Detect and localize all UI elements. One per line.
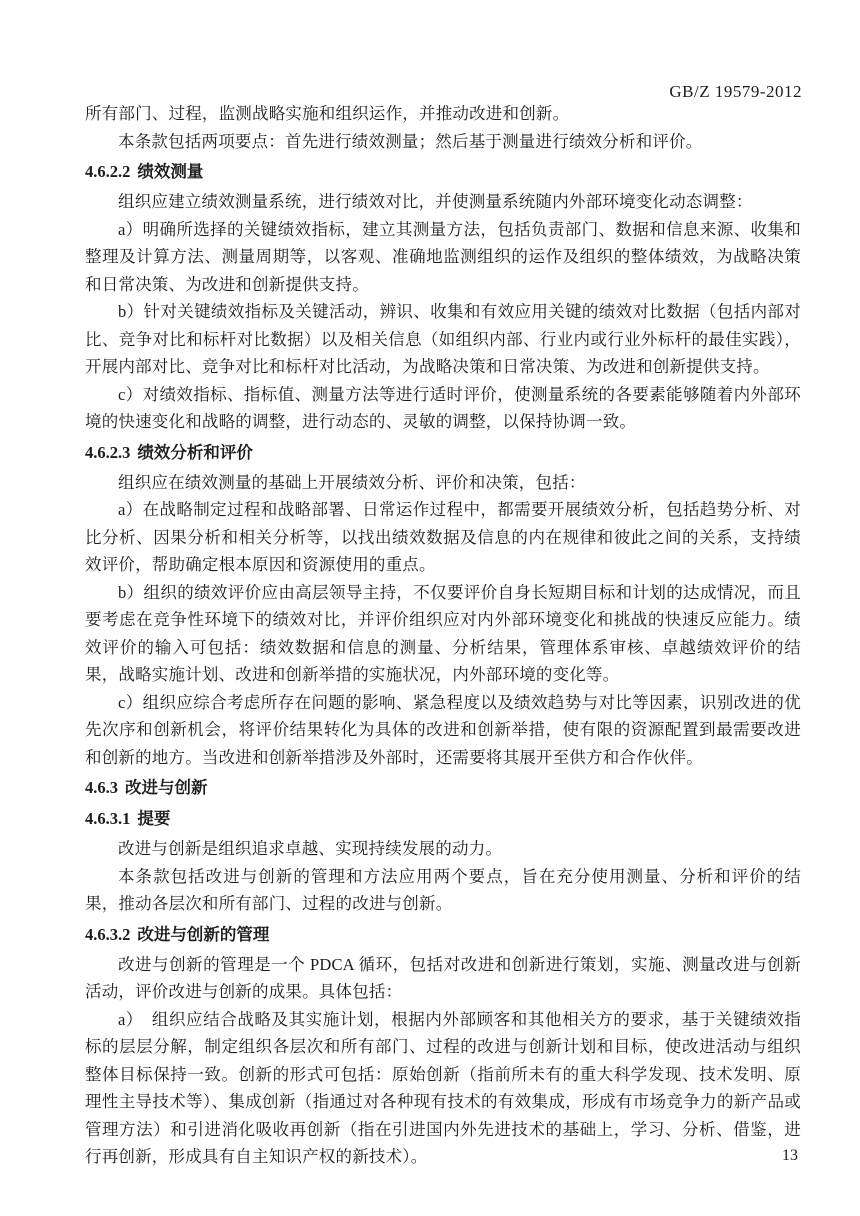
paragraph-item-c-measurement: c）对绩效指标、指标值、测量方法等进行适时评价，使测量系统的各要素能够随着内外部环境的快速变化和战略的调整，进行动态的、灵敏的调整，以保持协调一致。 (85, 384, 801, 431)
paragraph-continuation: 所有部门、过程，监测战略实施和组织运作，并推动改进和创新。 (85, 104, 570, 123)
paragraph-clause-summary: 本条款包括两项要点：首先进行绩效测量；然后基于测量进行绩效分析和评价。 (118, 131, 703, 151)
section-number: 4.6.3.2 (85, 924, 131, 944)
paragraph-item-a-analysis: a）在战略制定过程和战略部署、日常运作过程中，都需要开展绩效分析，包括趋势分析、对比分析、因果分析和相关分析等，以找出绩效数据及信息的内在规律和彼此之间的关系，支持绩效评价，帮助确定根本原因和资源使用的重点。 (85, 500, 801, 574)
paragraph-item-a-measurement: a）明确所选择的关键绩效指标，建立其测量方法，包括负责部门、数据和信息来源、收集和整理及计算方法、测量周期等，以客观、准确地监测组织的运作及组织的整体绩效，为战略决策和日常决策、为改进和创新提供支持。 (85, 219, 801, 294)
section-heading-4-6-3-1 (85, 805, 801, 833)
section-title: 绩效测量 (137, 163, 204, 181)
paragraph-item-b-measurement: b）针对关键绩效指标及关键活动，辨识、收集和有效应用关键的绩效对比数据（包括内部对比、竞争对比和标杆对比数据）以及相关信息（如组织内部、行业内或行业外标杆的最佳实践），开展内部对比、竞争对比和标杆对比活动，为战略决策和日常决策、为改进和创新提供支持。 (85, 302, 801, 376)
section-number: 4.6.3 (85, 778, 118, 797)
document-body (85, 100, 801, 1171)
section-heading-4-6-2-2 (85, 158, 801, 186)
section-title: 改进与创新的管理 (137, 925, 270, 944)
section-heading-4-6-3-2 (85, 921, 801, 949)
section-heading-4-6-3 (85, 774, 801, 802)
section-number: 4.6.2.3 (85, 442, 131, 462)
paragraph-item-c-analysis: c）组织应综合考虑所存在问题的影响、紧急程度以及绩效趋势与对比等因素，识别改进的优先次序和创新机会，将评价结果转化为具体的改进和创新举措，使有限的资源配置到最需要改进和创新的地方。当改进和创新举措涉及外部时，还需要将其展开至供方和合作伙伴。 (85, 692, 801, 767)
paragraph-innovation-clause-summary: 本条款包括改进与创新的管理和方法应用两个要点，旨在充分使用测量、分析和评价的结果，推动各层次和所有部门、过程的改进与创新。 (85, 866, 801, 913)
section-title: 改进与创新 (125, 779, 208, 797)
paragraph-item-b-analysis: b）组织的绩效评价应由高层领导主持，不仅要评价自身长短期目标和计划的达成情况，而且要考虑在竞争性环境下的绩效对比，并评价组织应对内外部环境变化和挑战的快速反应能力。绩效评价的输入可包括：绩效数据和信息的测量、分析结果，管理体系审核、卓越绩效评价的结果，战略实施计划、改进和创新举措的实施状况，内外部环境的变化等。 (85, 582, 801, 684)
paragraph-pdca-intro: 改进与创新的管理是一个 PDCA 循环，包括对改进和创新进行策划，实施、测量改进与创新活动，评价改进与创新的成果。具体包括： (85, 954, 801, 1001)
standard-number-header: GB/Z 19579-2012 (669, 82, 802, 101)
paragraph-analysis-intro: 组织应在绩效测量的基础上开展绩效分析、评价和决策，包括： (118, 472, 586, 492)
paragraph-item-a-innovation: a） 组织应结合战略及其实施计划，根据内外部顾客和其他相关方的要求，基于关键绩效指标的层层分解，制定组织各层次和所有部门、过程的改进与创新计划和目标，使改进活动与组织整体目标保持一致。创新的形式可包括：原始创新（指前所未有的重大科学发现、技术发明、原理性主导技术等）、集成创新（指通过对各种现有技术的有效集成，形成有市场竞争力的新产品或管理方法）和引进消化吸收再创新（指在引进国内外先进技术的基础上，学习、分析、借鉴，进行再创新，形成具有自主知识产权的新技术）。 (85, 1009, 801, 1166)
paragraph-innovation-motto: 改进与创新是组织追求卓越、实现持续发展的动力。 (118, 839, 503, 858)
paragraph-measurement-intro: 组织应建立绩效测量系统，进行绩效对比，并使测量系统随内外部环境变化动态调整： (118, 192, 753, 211)
section-heading-4-6-2-3 (85, 439, 801, 467)
section-title: 提要 (137, 810, 171, 828)
section-number: 4.6.2.2 (85, 162, 131, 181)
section-number: 4.6.3.1 (85, 809, 131, 828)
page-number: 13 (782, 1147, 798, 1164)
section-title: 绩效分析和评价 (137, 443, 253, 462)
